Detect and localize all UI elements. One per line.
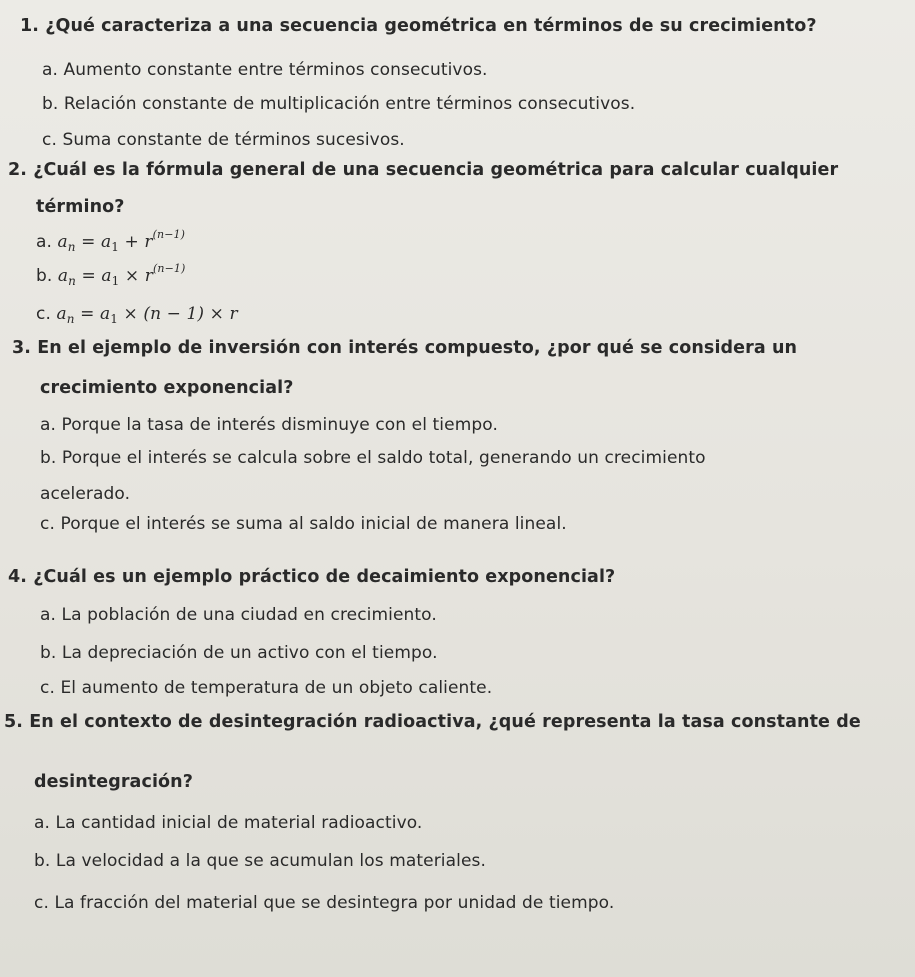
question-2: [8, 160, 838, 180]
q3-option-b-cont: acelerado.: [40, 484, 131, 504]
formula-a: $a_n = a_1 + r^{(n-1)}$: [57, 228, 186, 254]
q3-option-b: b. Porque el interés se calcula sobre el saldo total, generando un crecimiento: [40, 448, 706, 468]
q1-option-b: b. Relación constante de multiplicación entre términos consecutivos.: [42, 94, 636, 114]
q2-option-c: c. $a_n = a_1 \times (n - 1) \times r$: [36, 304, 238, 326]
question-5-text-cont: desintegración?: [34, 772, 193, 792]
q4-option-a: a. La población de una ciudad en crecimiento.: [40, 605, 437, 625]
formula-c: $a_n = a_1 \times (n - 1) \times r$: [56, 304, 238, 326]
question-1-text: ¿Qué caracteriza a una secuencia geométrica en términos de su crecimiento?: [45, 16, 817, 36]
question-4: [8, 567, 615, 587]
question-3-number: 3.: [12, 338, 32, 358]
question-1-number: 1.: [20, 16, 40, 36]
bleed-through: [700, 100, 705, 119]
question-3-text: En el ejemplo de inversión con interés compuesto, ¿por qué se considera un: [37, 338, 798, 358]
question-2-number: 2.: [8, 160, 28, 180]
question-1: [20, 16, 817, 36]
q4-option-b: b. La depreciación de un activo con el tiempo.: [40, 643, 438, 663]
q1-option-a: a. Aumento constante entre términos consecutivos.: [42, 60, 488, 80]
question-3-text-cont: crecimiento exponencial?: [40, 378, 294, 398]
question-5-text: En el contexto de desintegración radioactiva, ¿qué representa la tasa constante de: [29, 712, 861, 732]
q5-option-a: a. La cantidad inicial de material radioactivo.: [34, 813, 423, 833]
question-2-text-cont: término?: [36, 197, 125, 217]
formula-b: $a_n = a_1 \times r^{(n-1)}$: [57, 262, 186, 288]
q3-option-a: a. Porque la tasa de interés disminuye con el tiempo.: [40, 415, 498, 435]
question-5-number: 5.: [4, 712, 24, 732]
question-4-number: 4.: [8, 567, 28, 587]
q3-option-c: c. Porque el interés se suma al saldo inicial de manera lineal.: [40, 514, 567, 534]
question-5: [4, 712, 861, 732]
question-4-text: ¿Cuál es un ejemplo práctico de decaimiento exponencial?: [33, 567, 616, 587]
question-3: [12, 338, 797, 358]
q2-option-a: a. $a_n = a_1 + r^{(n-1)}$: [36, 228, 186, 254]
q5-option-b: b. La velocidad a la que se acumulan los materiales.: [34, 851, 486, 871]
q4-option-c: c. El aumento de temperatura de un objeto caliente.: [40, 678, 493, 698]
question-2-text: ¿Cuál es la fórmula general de una secuencia geométrica para calcular cualquier: [33, 160, 839, 180]
q1-option-c: c. Suma constante de términos sucesivos.: [42, 130, 405, 150]
q5-option-c: c. La fracción del material que se desintegra por unidad de tiempo.: [34, 893, 615, 913]
q2-option-b: b. $a_n = a_1 \times r^{(n-1)}$: [36, 262, 186, 288]
